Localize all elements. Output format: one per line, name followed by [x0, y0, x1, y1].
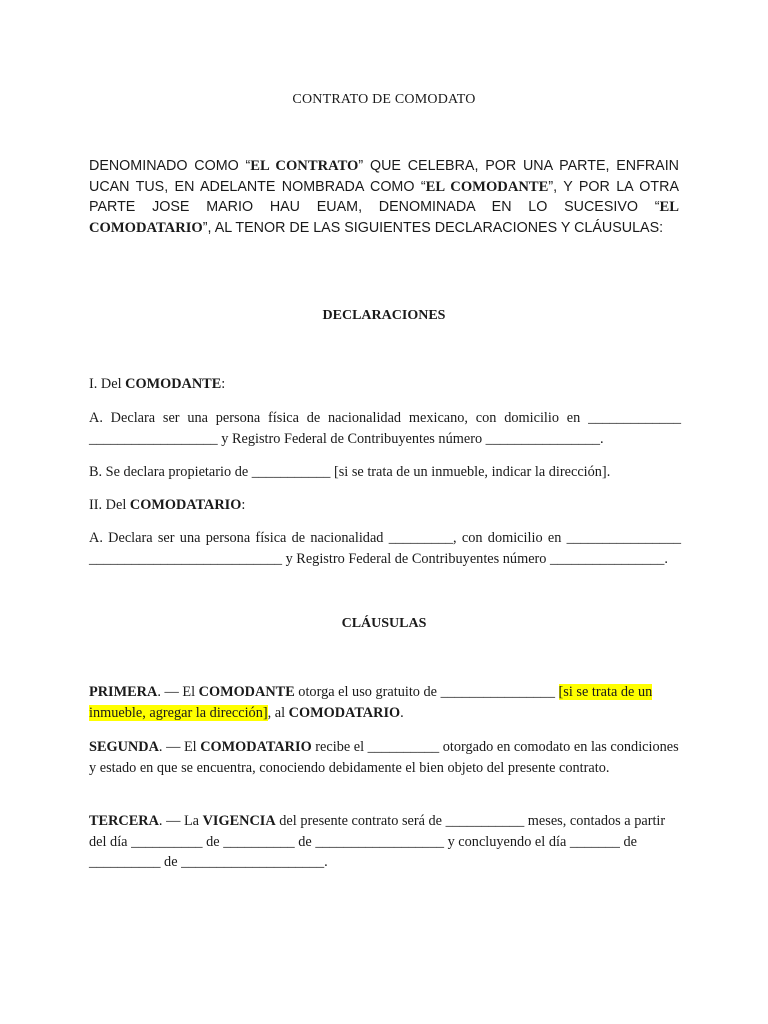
intro-text-2: ” QUE CELEBRA, POR UNA PARTE, ENFRAIN UCAN TUS, EN ADELANTE NOMBRADA COMO “: [89, 158, 679, 195]
comodante-label-prefix: I. Del: [89, 376, 126, 392]
comodante-label-bold: COMODANTE: [125, 376, 222, 392]
intro-bold-comodatario: EL COMODATARIO: [89, 199, 679, 236]
primera-text-4: .: [400, 704, 404, 721]
clausulas-heading: CLÁUSULAS: [341, 616, 427, 631]
document-title: CONTRATO DE COMODATO: [292, 92, 476, 107]
intro-text-3: ”, Y POR LA OTRA PARTE JOSE MARIO HAU EUAM, DENOMINADA EN LO SUCESIVO “: [89, 178, 679, 216]
clausula-primera: [89, 682, 681, 723]
comodatario-section-label: [89, 495, 681, 516]
comodante-declaration-b: B. Se declara propietario de ___________ [si se trata de un inmueble, indicar la dirección].: [89, 464, 611, 480]
declaraciones-heading: DECLARACIONES: [322, 308, 446, 323]
comodatario-label-suffix: :: [241, 497, 246, 513]
clausula-segunda: [89, 737, 681, 778]
intro-bold-contrato: EL CONTRATO: [250, 158, 359, 174]
segunda-label: SEGUNDA: [89, 739, 159, 755]
clausula-tercera: [89, 811, 681, 873]
primera-bold-comodatario: COMODATARIO: [288, 704, 401, 721]
comodatario-label-prefix: II. Del: [89, 497, 130, 513]
intro-bold-comodante: EL COMODANTE: [425, 178, 549, 195]
comodante-declaration-a: A. Declara ser una persona física de nacionalidad mexicano, con domicilio en _____________ __________________ y Registro Federal de Contribuyentes número ________________.: [89, 410, 681, 447]
primera-text-3: , al: [267, 704, 289, 721]
intro-paragraph: [89, 156, 679, 238]
tercera-bold-vigencia: VIGENCIA: [202, 813, 276, 829]
primera-text-1: . — El: [157, 684, 199, 700]
tercera-text-1: . — La: [158, 813, 203, 829]
tercera-label: TERCERA: [89, 813, 159, 829]
comodatario-declaration-a: A. Declara ser una persona física de nacionalidad _________, con domicilio en ________________ ___________________________ y Registro Federal de Contribuyentes número ________________.: [89, 530, 681, 567]
primera-text-2: otorga el uso gratuito de ________________: [294, 684, 559, 700]
segunda-bold-comodatario: COMODATARIO: [200, 739, 312, 755]
primera-label: PRIMERA: [89, 684, 158, 700]
segunda-text-2: recibe el __________ otorgado en comodato en las condiciones y estado en que se encuentra, conociendo debidamente el bien objeto del presente contrato.: [89, 739, 679, 776]
comodante-section-label: [89, 374, 681, 395]
primera-bold-comodante: COMODANTE: [198, 684, 295, 700]
segunda-text-1: . — El: [158, 739, 201, 755]
intro-text-4: ”, AL TENOR DE LAS SIGUIENTES DECLARACIONES Y CLÁUSULAS:: [202, 219, 664, 236]
comodatario-label-bold: COMODATARIO: [129, 497, 242, 513]
comodante-label-suffix: :: [221, 376, 226, 392]
tercera-text-2: del presente contrato será de ___________ meses, contados a partir del día __________ de __________ de __________________ y concluyendo el día _______ de __________ de ____________________.: [89, 813, 666, 870]
primera-highlight-note: [si se trata de un inmueble, agregar la dirección]: [89, 684, 653, 721]
intro-text-1: DENOMINADO COMO “: [89, 158, 251, 174]
